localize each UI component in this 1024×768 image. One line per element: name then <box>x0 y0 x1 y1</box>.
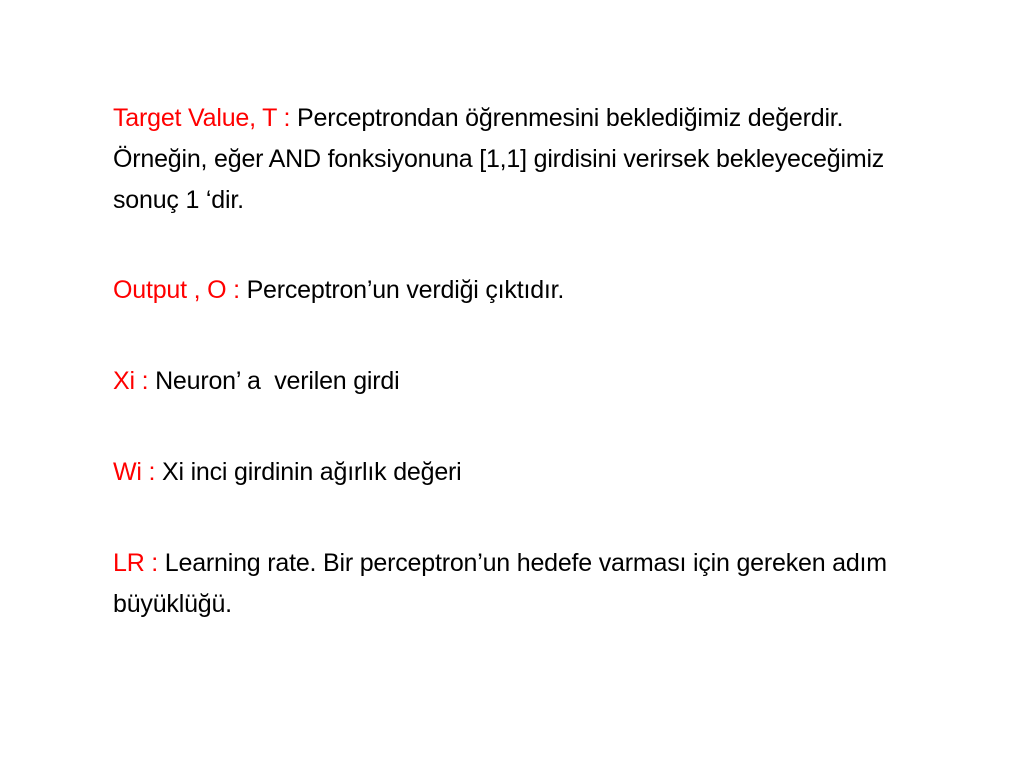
term-label: Xi : <box>113 367 156 395</box>
term-definition: Perceptron’un verdiği çıktıdır. <box>246 276 565 304</box>
definition-xi <box>113 361 913 402</box>
definition-learning-rate <box>113 543 913 625</box>
term-label: Output , O : <box>113 276 247 304</box>
term-definition: Xi inci girdinin ağırlık değeri <box>162 458 462 486</box>
term-label: Wi : <box>113 458 162 486</box>
term-definition: Learning rate. Bir perceptron’un hedefe varması için gereken adım büyüklüğü. <box>113 549 887 618</box>
definition-output <box>113 270 913 311</box>
term-label: Target Value, T : <box>113 104 298 132</box>
term-label: LR : <box>113 549 165 577</box>
definition-target-value <box>113 98 913 221</box>
term-definition: Neuron’ a verilen girdi <box>155 367 400 395</box>
definition-list <box>113 98 913 625</box>
definition-wi <box>113 452 913 493</box>
term-definition: Perceptrondan öğrenmesini beklediğimiz değerdir. Örneğin, eğer AND fonksiyonuna [1,1] girdisini verirsek bekleyeceğimiz sonuç 1 ‘dir. <box>113 104 885 214</box>
